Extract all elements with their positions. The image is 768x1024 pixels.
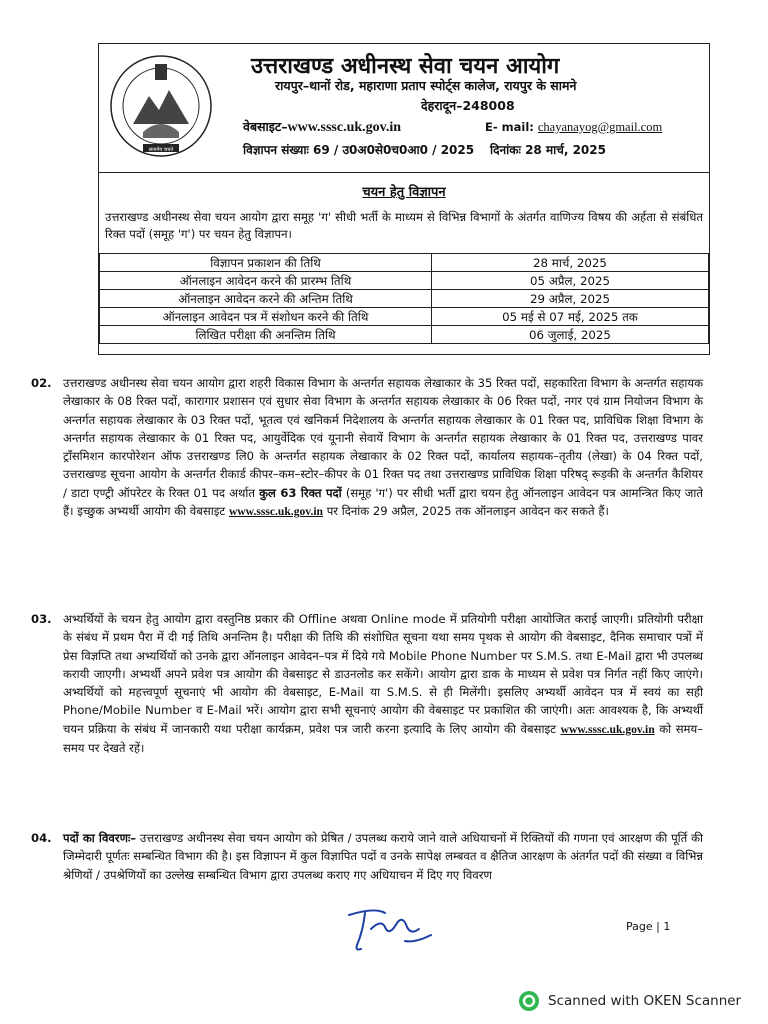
table-row [100, 290, 709, 308]
website-link[interactable]: www.sssc.uk.gov.in [228, 505, 324, 519]
address-line-1: रायपुर–थानों रोड, महाराणा प्रताप स्पोर्ट्स कालेज, रायपुर के सामने [275, 78, 577, 93]
email-line [485, 120, 662, 135]
commission-seal-icon [109, 52, 213, 160]
total-posts: कुल 63 रिक्त पदों [259, 485, 342, 500]
header-box [98, 43, 710, 355]
website-line [243, 118, 401, 136]
date-label: ऑनलाइन आवेदन करने की प्रारम्भ तिथि [100, 272, 432, 290]
paragraph-text: को समय–समय पर देखते रहें। [63, 721, 704, 756]
oken-scanner-icon [518, 990, 540, 1012]
table-row [100, 254, 709, 272]
paragraph-text: उत्तराखण्ड अधीनस्थ सेवा चयन आयोग द्वारा शहरी विकास विभाग के अन्तर्गत सहायक लेखाकार के 35 रिक्त पदों, सहकारिता विभाग के अन्तर्गत सहायक लेखाकार के 08 रिक्त पदों, कारागार प्रशासन एवं सुधार सेवा विभाग के अन्तर्गत सहायक लेखाकार के 06 रिक्त पदों, नगर एवं ग्राम नियोजन विभाग के अन्तर्गत सहायक लेखाकार के 03 रिक्त पदों, भूतत्व एवं खनिकर्म निदेशालय के अन्तर्गत सहायक लेखाकार के 01 रिक्त पद, प्राविधिक शिक्षा विभाग के अन्तर्गत सहायक लेखाकार के 01 रिक्त पद, आयुर्वेदिक एवं यूनानी सेवायें विभाग के अन्तर्गत सहायक लेखाकार के 01 रिक्त पद, उत्तराखण्ड पावर ट्राँसमिशन कारपोरेशन ऑफ उत्तराखण्ड लि0 के अन्तर्गत सहायक लेखाकार के 02 रिक्त पदों, कार्यालय सहायक–तृतीय (लेखा) के 04 रिक्त पदों, उत्तराखण्ड सूचना आयोग के अन्तर्गत रीकार्ड कीपर–कम–स्टोर–कीपर के 01 रिक्त पद तथा उत्तराखण्ड प्राविधिक शिक्षा परिषद् रूड़की के अन्तर्गत कैशियर / डाटा एण्ट्री ऑपरेटर के रिक्त 01 पद अर्थात [63, 376, 703, 500]
email-label: E- mail: [485, 120, 534, 134]
advertisement-date: दिनांकः 28 मार्च, 2025 [490, 143, 606, 157]
paragraph-04 [31, 829, 703, 884]
website-link[interactable]: www.sssc.uk.gov.in [287, 120, 402, 135]
scanner-label: Scanned with OKEN Scanner [548, 993, 742, 1009]
date-value: 05 मई से 07 मई, 2025 तक [432, 308, 709, 326]
notice-description: उत्तराखण्ड अधीनस्थ सेवा चयन आयोग द्वारा समूह 'ग' सीधी भर्ती के माध्यम से विभिन्न विभागों के अंतर्गत वाणिज्य विषय की अर्हता से संबंधित रिक्त पदों (समूह 'ग') पर चयन हेतु विज्ञापन। [105, 210, 703, 241]
date-label: विज्ञापन प्रकाशन की तिथि [100, 254, 432, 272]
paragraph-number: 02. [31, 376, 52, 390]
email-link[interactable]: chayanayog@gmail.com [537, 120, 663, 134]
paragraph-03 [31, 610, 704, 757]
date-label: लिखित परीक्षा की अनन्तिम तिथि [100, 326, 432, 344]
paragraph-02 [31, 374, 704, 521]
table-row [100, 272, 709, 290]
organization-name: उत्तराखण्ड अधीनस्थ सेवा चयन आयोग [251, 54, 560, 79]
signature-icon [345, 905, 435, 953]
scanner-watermark [518, 990, 741, 1012]
page-number: Page | 1 [626, 920, 671, 933]
date-value: 06 जुलाई, 2025 [432, 326, 709, 344]
paragraph-number: 04. [31, 831, 52, 845]
important-dates-table [99, 253, 709, 344]
paragraph-number: 03. [31, 612, 52, 626]
paragraph-text: (समूह 'ग') पर सीधी भर्ती द्वारा चयन हेतु ऑनलाइन आवेदन पत्र आमन्त्रित किए जाते हैं। इच्छुक अभ्यर्थी आयोग की वेबसाइट [63, 485, 704, 519]
paragraph-text: पर दिनांक 29 अप्रैल, 2025 तक ऑनलाइन आवेदन कर सकते हैं। [326, 504, 609, 519]
advertisement-number: विज्ञापन संख्याः 69 / उ0अ0से0च0आ0 / 2025 [243, 143, 475, 157]
table-row [100, 308, 709, 326]
paragraph-text: अभ्यर्थियों के चयन हेतु आयोग द्वारा वस्तुनिष्ठ प्रकार की Offline अथवा Online mode में प्रतियोगी परीक्षा आयोजित कराई जाएगी। प्रतियोगी परीक्षा के संबंध में प्रथम पैरा में दी गई तिथि अनन्तिम है। परीक्षा की तिथि की संशोधित सूचना यथा समय पृथक से आयोग की वेबसाइट, दैनिक समाचार पत्रों में प्रेस विज्ञप्ति तथा अभ्यर्थियों को उनके द्वारा ऑनलाइन आवेदन–पत्र में दिये गये Mobile Phone Number पर S.M.S. तथा E-Mail द्वारा भी उपलब्ध करायी जाएगी। अभ्यर्थी अपने प्रवेश पत्र आयोग की वेबसाइट से डाउनलोड कर सकेंगे। आयोग द्वारा डाक के माध्यम से प्रवेश पत्र निर्गत नहीं किए जाएंगे। अभ्यर्थियों को महत्त्वपूर्ण सूचनाएं भी आयोग की वेबसाइट, E-Mail या S.M.S. से ही मिलेंगी। इसलिए अभ्यर्थी आवेदन पत्र में स्वयं का सही Phone/Mobile Number व E-Mail भरें। आयोग द्वारा सभी सूचनाएं आयोग की वेबसाइट पर प्रकाशित की जाएंगी। अतः आवश्यक है, कि अभ्यर्थी चयन प्रक्रिया के संबंध में जानकारी यथा परीक्षा कार्यक्रम, प्रवेश पत्र जारी करना इत्यादि के लिए आयोग की वेबसाइट [63, 612, 703, 736]
website-link[interactable]: www.sssc.uk.gov.in [560, 722, 655, 736]
section-heading: पदों का विवरणः– [63, 831, 137, 845]
date-value: 05 अप्रैल, 2025 [432, 272, 709, 290]
website-label: वेबसाइट– [243, 119, 288, 134]
date-value: 28 मार्च, 2025 [432, 254, 709, 272]
address-line-2: देहरादून–248008 [421, 98, 515, 113]
date-label: ऑनलाइन आवेदन करने की अन्तिम तिथि [100, 290, 432, 308]
date-value: 29 अप्रैल, 2025 [432, 290, 709, 308]
svg-text:सत्यमेव जयते: सत्यमेव जयते [148, 147, 174, 153]
table-row [100, 326, 709, 344]
letterhead [99, 44, 709, 173]
notice-title: चयन हेतु विज्ञापन [362, 185, 446, 200]
date-label: ऑनलाइन आवेदन पत्र में संशोधन करने की तिथि [100, 308, 432, 326]
paragraph-text: उत्तराखण्ड अधीनस्थ सेवा चयन आयोग को प्रेषित / उपलब्ध कराये जाने वाले अधियाचनों में रिक्तियों की गणना एवं आरक्षण की पूर्ति की जिम्मेदारी पूर्णतः सम्बन्धित विभाग की है। इस विज्ञापन में कुल विज्ञापित पदों व उनके सापेक्ष लम्बवत व क्षैतिज आरक्षण के अंतर्गत पदों की संख्या व विभिन्न श्रेणियों / उपश्रेणियों का उल्लेख सम्बन्धित विभाग द्वारा उपलब्ध कराए गए अधियाचन में दिए गए विवरण [63, 831, 703, 882]
